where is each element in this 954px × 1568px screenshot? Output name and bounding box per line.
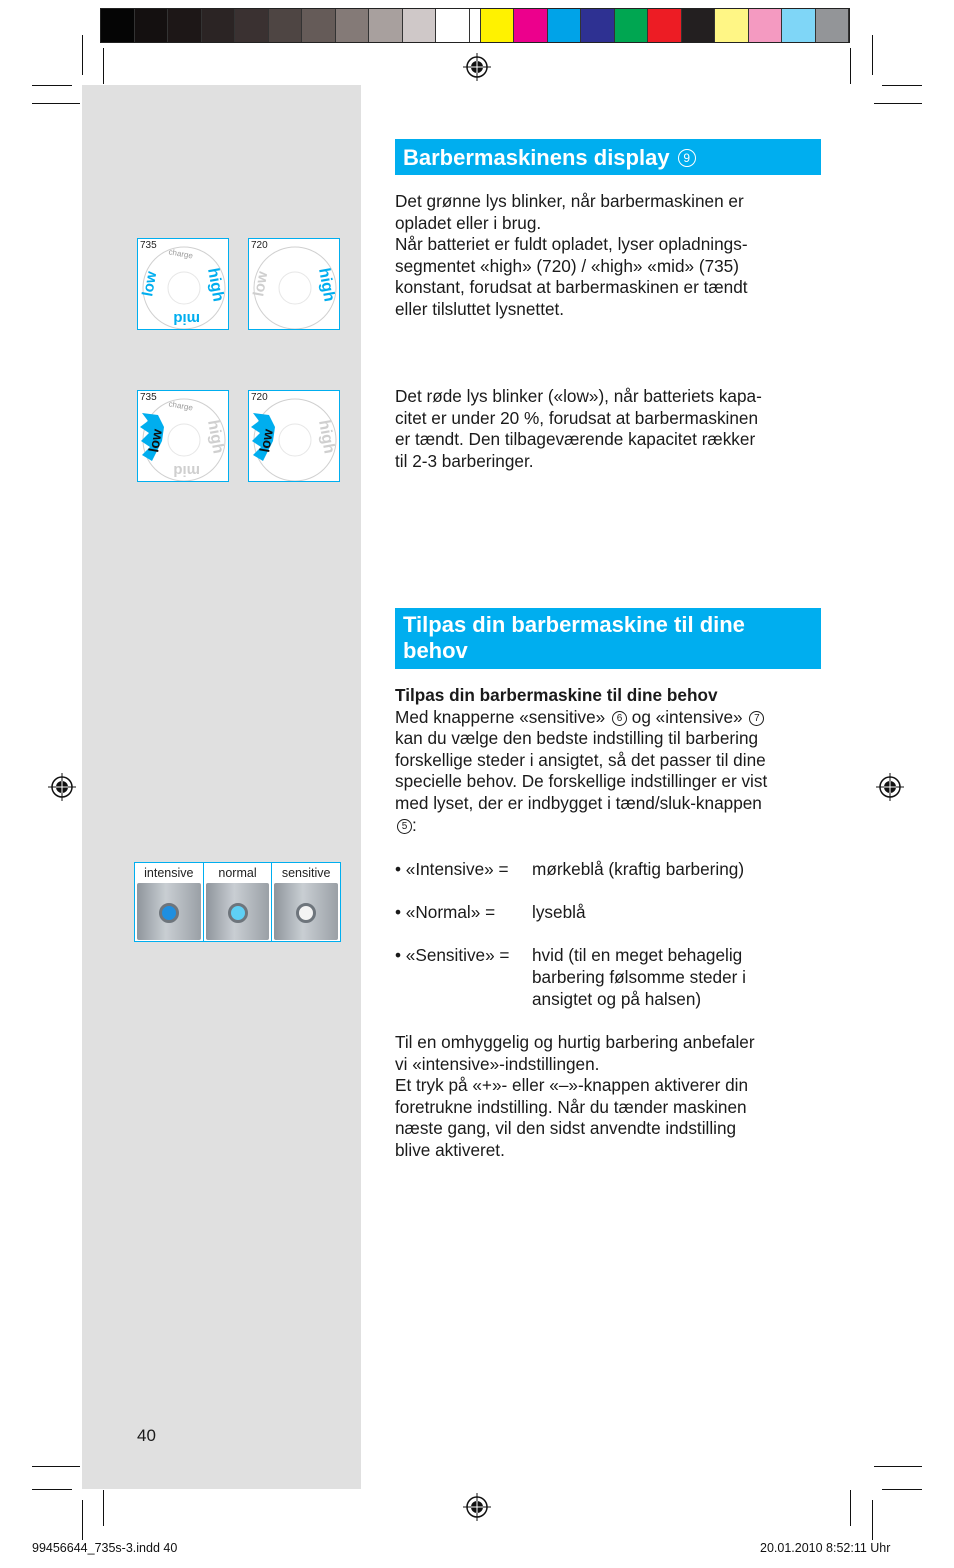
display-high-label: high [204, 266, 227, 303]
display-735-charged [137, 238, 229, 330]
reference-number: 9 [678, 149, 696, 167]
display-charge-label: charge [167, 247, 194, 261]
display-720-charged [248, 238, 340, 330]
section-title-line: Tilpas din barbermaskine til dine [403, 612, 745, 637]
list-item: • «Sensitive» = hvid (til en meget behagelig barbering følsomme steder i ansigtet og på halsen) [395, 945, 746, 1009]
mode-light-icon [296, 903, 316, 923]
display-low-label: low [250, 270, 272, 298]
mode-label: intensive [144, 866, 194, 880]
slug-timestamp: 20.01.2010 8:52:11 Uhr [760, 1541, 891, 1555]
color-swatch [436, 9, 470, 42]
display-high-label: high [315, 418, 338, 455]
model-number: 735 [140, 392, 157, 403]
paragraph-customize-intro: Tilpas din barbermaskine til dine behov Med knapperne «sensitive» 6 og «intensive» 7 kan du vælge den bedste indstilling til barbering forskellige steder i ansigtet, så det passer til dine specielle behov. De forskellige indstillinger er vist med lyset, der er indbygget i tænd/sluk-knappen 5 : [395, 685, 820, 836]
color-swatch [816, 9, 850, 42]
color-swatch [648, 9, 682, 42]
paragraph-low-battery: Det røde lys blinker («low»), når batteriets kapa- citet er under 20 %, forudsat at barbermaskinen er tændt. Den tilbageværende kapacitet rækker til 2-3 barberinger. [395, 386, 762, 471]
color-swatch [202, 9, 236, 42]
section-title: Barbermaskinens display [403, 145, 670, 170]
display-high-label: high [204, 418, 227, 455]
section-title-line: behov [403, 638, 468, 663]
color-swatch [168, 9, 202, 42]
reference-number: 7 [749, 711, 764, 726]
printer-color-bar [100, 8, 850, 43]
color-swatch [235, 9, 269, 42]
mode-illustration [134, 862, 341, 942]
color-swatch [749, 9, 783, 42]
color-swatch [470, 9, 481, 42]
paragraph-charged: Det grønne lys blinker, når barbermaskinen er opladet eller i brug. Når batteriet er fuldt opladet, lyser opladnings- segmentet «high» (720) / «high» «mid» (735) konstant, forudsat at barbermaskinen er tændt eller tilsluttet lysnettet. [395, 191, 748, 319]
model-number: 735 [140, 240, 157, 251]
model-number: 720 [251, 392, 268, 403]
color-swatch [369, 9, 403, 42]
list-item: • «Intensive» = mørkeblå (kraftig barbering) [395, 859, 745, 879]
subtitle: Tilpas din barbermaskine til dine behov [395, 685, 718, 705]
display-low-label: low [139, 270, 161, 298]
color-swatch [715, 9, 749, 42]
mode-light-icon [228, 903, 248, 923]
reference-number: 6 [612, 711, 627, 726]
model-number: 720 [251, 240, 268, 251]
color-swatch [548, 9, 582, 42]
display-735-low [137, 390, 229, 482]
mode-light-icon [159, 903, 179, 923]
color-swatch [782, 9, 816, 42]
display-low-label: low [145, 427, 166, 454]
section-heading-customize [395, 608, 821, 669]
section-heading-display [395, 139, 821, 175]
color-swatch [615, 9, 649, 42]
display-mid-label: mid [173, 462, 200, 479]
slug-file-info: 99456644_735s-3.indd 40 [32, 1541, 178, 1555]
reference-number: 5 [397, 819, 412, 834]
paragraph-closing: Til en omhyggelig og hurtig barbering anbefaler vi «intensive»-indstillingen. Et tryk på «+»- eller «–»-knappen aktiverer din foretrukne indstilling. Når du tænder maskinen næste gang, vil den sidst anvendte indstilling blive aktiveret. [395, 1032, 755, 1160]
mode-label: sensitive [281, 866, 331, 880]
color-swatch [481, 9, 515, 42]
mode-sensitive [272, 863, 340, 941]
color-swatch [514, 9, 548, 42]
color-swatch [403, 9, 437, 42]
display-mid-label: mid [173, 310, 200, 327]
color-swatch [135, 9, 169, 42]
page-number: 40 [137, 1426, 156, 1445]
registration-mark-left [48, 773, 76, 801]
color-swatch [682, 9, 716, 42]
color-swatch [101, 9, 135, 42]
registration-mark-right [876, 773, 904, 801]
list-item: • «Normal» = lyseblå [395, 902, 586, 923]
color-swatch [302, 9, 336, 42]
color-swatch [269, 9, 303, 42]
mode-label: normal [218, 866, 257, 880]
display-720-low [248, 390, 340, 482]
registration-mark-top [463, 53, 491, 81]
color-swatch [581, 9, 615, 42]
mode-intensive [135, 863, 204, 941]
mode-normal [204, 863, 273, 941]
registration-mark-bottom [463, 1493, 491, 1521]
color-swatch [336, 9, 370, 42]
display-high-label: high [315, 266, 338, 303]
display-charge-label: charge [167, 399, 194, 413]
display-low-label: low [256, 427, 277, 454]
settings-list [395, 859, 820, 1010]
